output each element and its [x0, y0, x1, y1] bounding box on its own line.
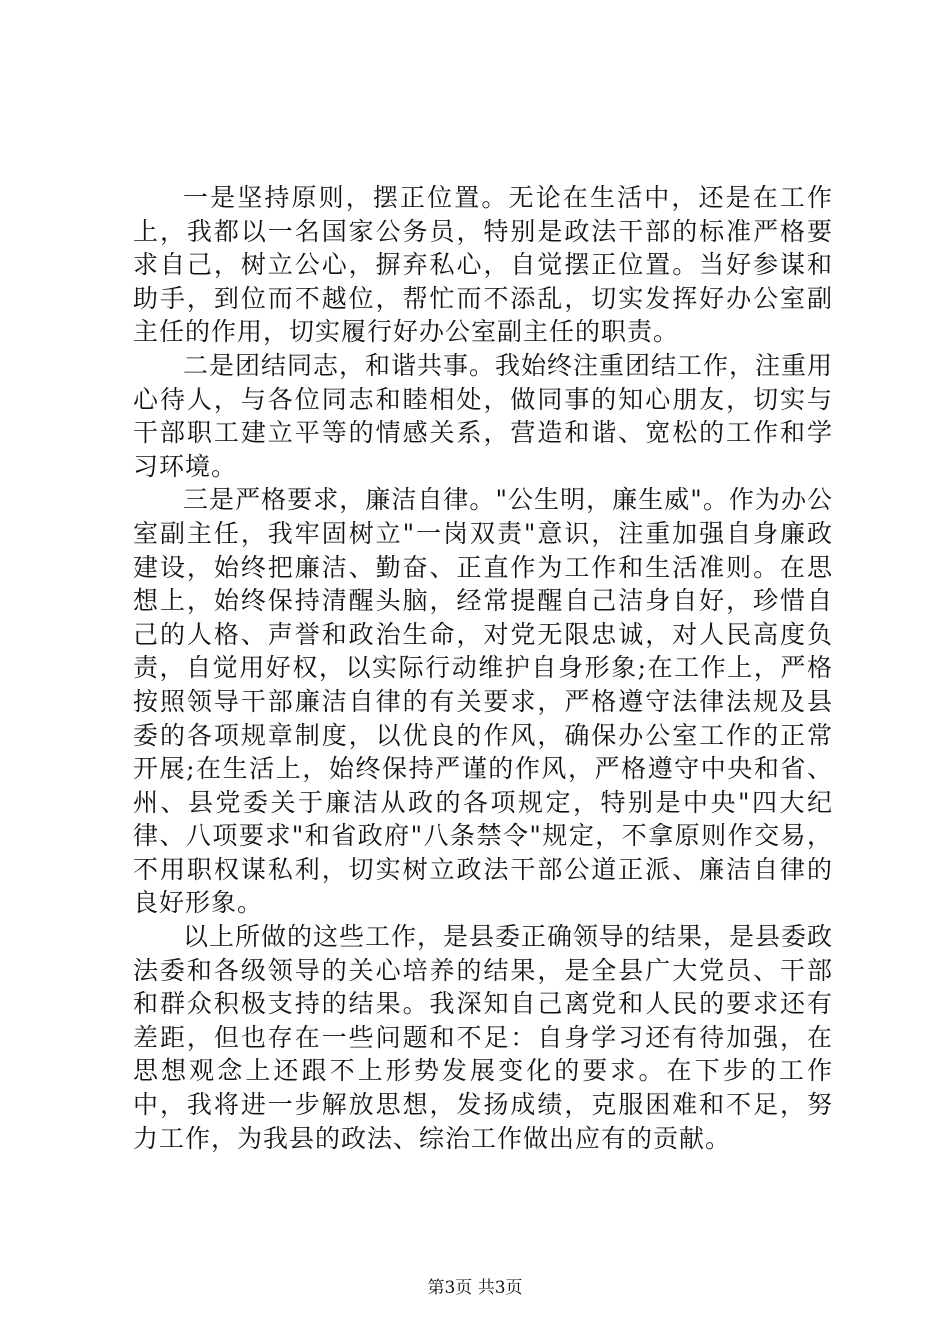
- page-number-footer: 第3页 共3页: [427, 1278, 523, 1298]
- paragraph-principles: 一是坚持原则，摆正位置。无论在生活中，还是在工作上，我都以一名国家公务员，特别是政法干部的标准严格要求自己，树立公心，摒弃私心，自觉摆正位置。当好参谋和助手，到位而不越位，帮忙而不添乱，切实发挥好办公室副主任的作用，切实履行好办公室副主任的职责。: [133, 183, 833, 347]
- paragraph-unity: 二是团结同志，和谐共事。我始终注重团结工作，注重用心待人，与各位同志和睦相处，做同事的知心朋友，切实与干部职工建立平等的情感关系，营造和谐、宽松的工作和学习环境。: [133, 350, 834, 481]
- paragraph-self-discipline: 三是严格要求，廉洁自律。"公生明，廉生威"。作为办公室副主任，我牢固树立"一岗双责"意识，注重加强自身廉政建设，始终把廉洁、勤奋、正直作为工作和生活准则。在思想上，始终保持清醒头脑，经常提醒自己洁身自好，珍惜自己的人格、声誉和政治生命，对党无限忠诚，对人民高度负责，自觉用好权，以实际行动维护自身形象;在工作上，严格按照领导干部廉洁自律的有关要求，严格遵守法律法规及县委的各项规章制度，以优良的作风，确保办公室工作的正常开展;在生活上，始终保持严谨的作风，严格遵守中央和省、州、县党委关于廉洁从政的各项规定，特别是中央"四大纪律、八项要求"和省政府"八条禁令"规定，不拿原则作交易，不用职权谋私利，切实树立政法干部公道正派、廉洁自律的良好形象。: [133, 485, 833, 918]
- document-body: [133, 181, 833, 1155]
- paragraph-conclusion: 以上所做的这些工作，是县委正确领导的结果，是县委政法委和各级领导的关心培养的结果，是全县广大党员、干部和群众积极支持的结果。我深知自己离党和人民的要求还有差距，但也存在一些问题和不足：自身学习还有待加强，在思想观念上还跟不上形势发展变化的要求。在下步的工作中，我将进一步解放思想，发扬成绩，克服困难和不足，努力工作，为我县的政法、综治工作做出应有的贡献。: [133, 922, 834, 1153]
